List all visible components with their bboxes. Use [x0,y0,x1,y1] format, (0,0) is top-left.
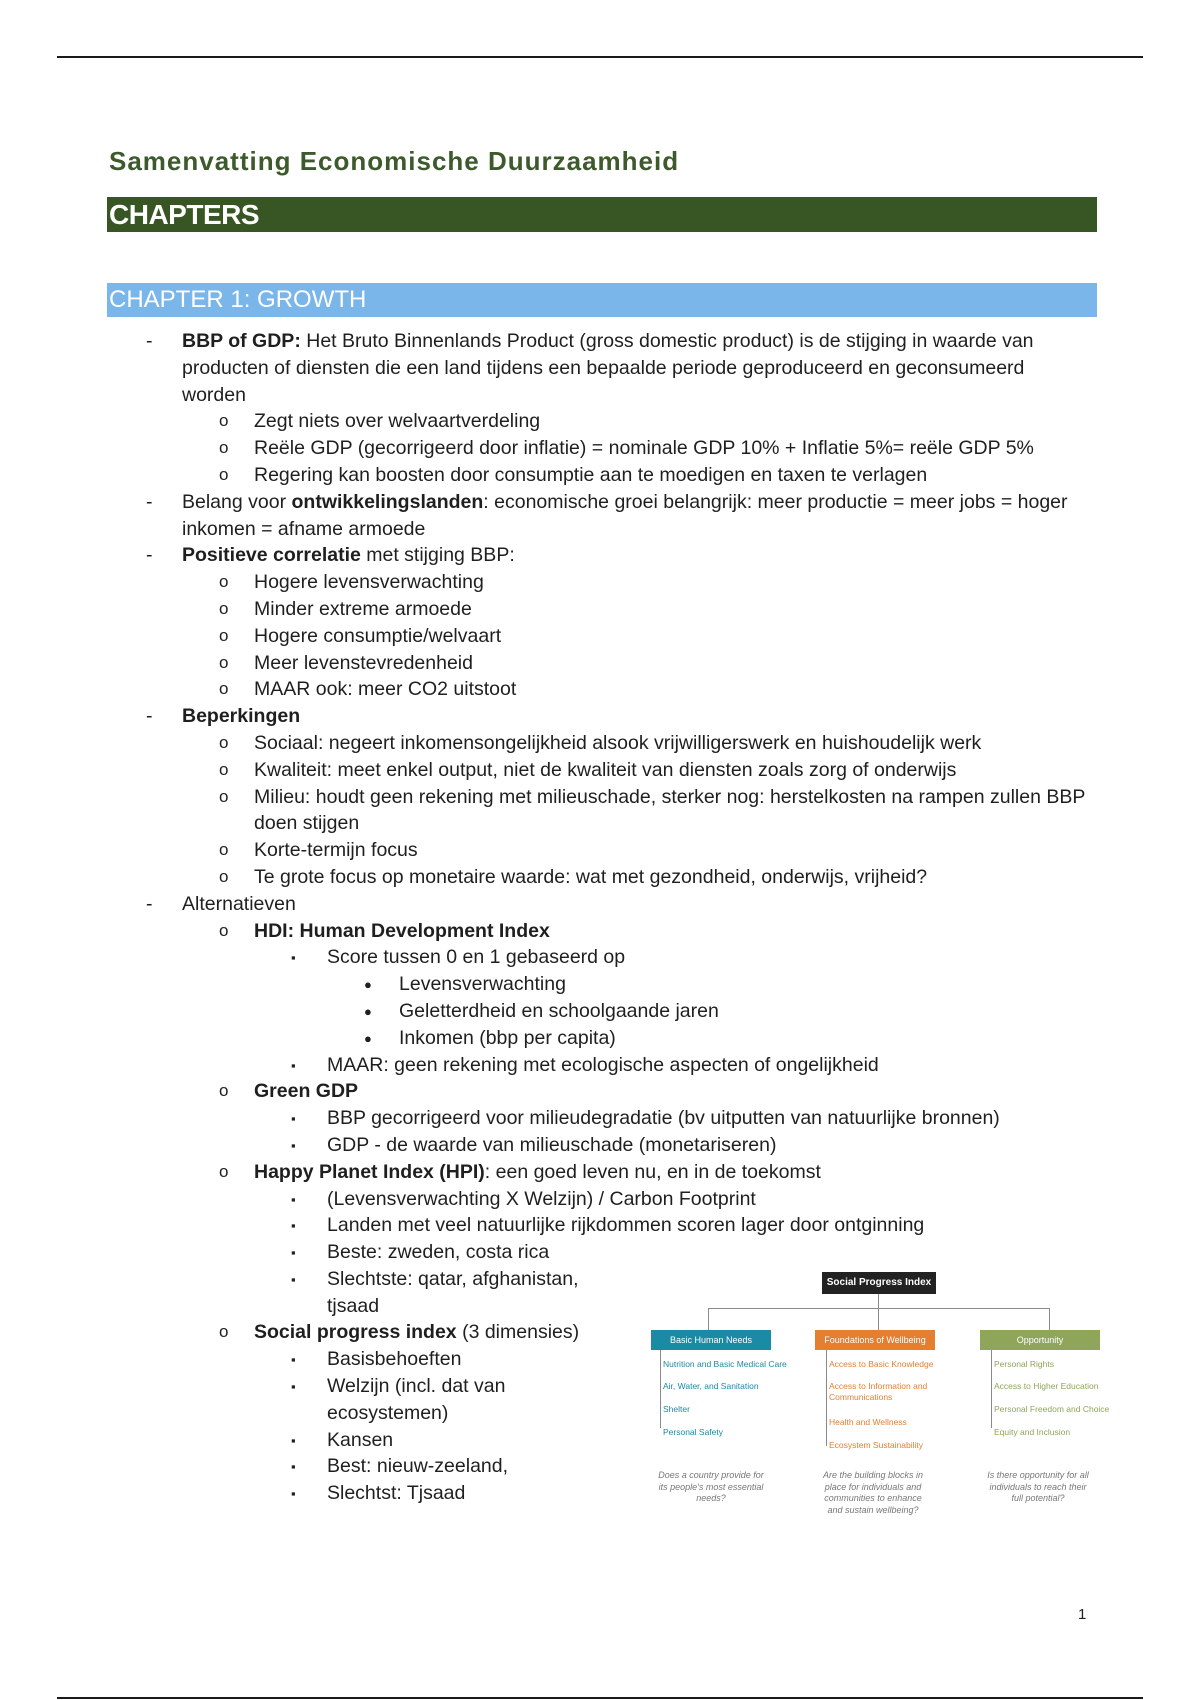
list-item [0,462,1094,489]
list-text: Korte-termijn focus [254,839,418,862]
list-text: : economische groei belangrijk: meer productie = meer jobs = hoger inkomen = afname armoede [182,490,1068,540]
list-text: Landen met veel natuurlijke rijkdommen scoren lager door ontginning [327,1214,925,1237]
square-marker: ▪ [291,1245,296,1261]
list-item [0,757,1094,784]
circle-marker: o [219,679,229,699]
dash-marker: - [146,544,153,567]
circle-marker: o [219,786,229,806]
circle-marker: o [219,572,229,592]
list-item [0,435,1094,462]
list-text: Belang voor [182,490,292,513]
list-text: MAAR ook: meer CO2 uitstoot [254,678,517,701]
list-text: Te grote focus op monetaire waarde: wat met gezondheid, onderwijs, vrijheid? [254,865,928,888]
circle-marker: o [219,866,229,886]
list-text: met stijging BBP: [360,544,515,567]
term-bbp: BBP of GDP: [182,330,301,352]
circle-marker: o [219,464,229,484]
spi-diagram-title: Social Progress Index [822,1272,936,1294]
list-item [0,1346,617,1373]
list-item [0,971,1099,998]
list-text: Welzijn (incl. dat van ecosystemen) [327,1375,506,1424]
list-text: BBP gecorrigeerd voor milieudegradatie (bv uitputten van natuurlijke bronnen) [327,1107,1000,1130]
dash-marker: - [146,330,153,352]
term-correlatie: Positieve correlatie [182,544,361,567]
circle-marker: o [219,1322,229,1342]
dash-marker: - [146,892,153,915]
term-ontwikkelingslanden: ontwikkelingslanden [291,490,484,513]
circle-marker: o [219,625,229,645]
list-item [0,489,1072,543]
list-item [0,784,1094,838]
list-item [0,837,1094,864]
spi-item: Health and Wellness [829,1417,907,1427]
dash-marker: - [146,705,153,728]
list-item [0,891,1072,918]
list-item [0,623,1094,650]
spi-basic-human-needs: Basic Human Needs [651,1330,771,1350]
list-item [0,1159,1094,1186]
list-text: Inkomen (bbp per capita) [399,1026,616,1049]
header-rule [57,56,1143,58]
circle-marker: o [219,840,229,860]
list-text: Meer levenstevredenheid [254,651,473,674]
connector-line [1049,1308,1050,1330]
list-item [0,730,1094,757]
list-item [0,650,1094,677]
spi-item: Equity and Inclusion [994,1427,1071,1437]
list-item [0,1373,617,1427]
list-text: Best: nieuw-zeeland, [327,1455,509,1478]
list-text: Sociaal: negeert inkomensongelijkheid alsook vrijwilligerswerk en huishoudelijk werk [254,731,982,754]
connector-line [708,1308,709,1330]
list-item [0,596,1094,623]
list-item [0,703,1072,730]
bullet-marker: ● [364,1003,372,1019]
square-marker: ▪ [291,950,296,966]
spi-diagram [648,1272,1128,1522]
list-item [0,328,1072,408]
list-item [0,1239,1087,1266]
list-item [0,1132,1087,1159]
spi-item: Shelter [663,1404,690,1414]
bullet-marker: ● [364,1030,372,1046]
list-item [0,1052,1087,1079]
circle-marker: o [219,438,229,458]
spi-question: Are the building blocks in place for individuals and communities to enhance and sustain wellbeing? [822,1470,924,1515]
circle-marker: o [219,920,229,940]
spi-item: Access to Information and Communications [829,1381,928,1402]
square-marker: ▪ [291,1459,296,1475]
term-spi: Social progress index [254,1321,457,1344]
circle-marker: o [219,759,229,779]
bullet-marker: ● [364,977,372,993]
list-item [0,944,1087,971]
circle-marker: o [219,652,229,672]
list-item [0,998,1099,1025]
square-marker: ▪ [291,1191,296,1207]
list-item [0,1480,617,1507]
list-text: MAAR: geen rekening met ecologische aspecten of ongelijkheid [327,1053,879,1076]
page-number: 1 [1078,1606,1087,1623]
circle-marker: o [219,1081,229,1101]
term-hpi: Happy Planet Index (HPI) [254,1160,485,1183]
connector-line [991,1350,992,1428]
square-marker: ▪ [291,1271,296,1287]
bbp-definition: Het Bruto Binnenlands Product (gross domestic product) is de stijging in waarde van producten of diensten die een land tijdens een bepaalde periode geproduceerd en geconsumeerd worden [182,330,1034,406]
circle-marker: o [219,598,229,618]
spi-foundations-of-wellbeing: Foundations of Wellbeing [815,1330,935,1350]
list-text: Slechtste: qatar, afghanistan, tjsaad [327,1267,579,1317]
list-text: Levensverwachting [399,973,566,996]
connector-line [660,1350,661,1428]
term-green-gdp: Green GDP [254,1080,359,1103]
list-item [0,1105,1087,1132]
square-marker: ▪ [291,1379,296,1395]
list-text: Milieu: houdt geen rekening met milieuschade, sterker nog: herstelkosten na rampen zullen BBP doen stijgen [254,785,1086,835]
list-item [0,864,1094,891]
list-text: Kwaliteit: meet enkel output, niet de kwaliteit van diensten zoals zorg of onderwijs [254,758,957,781]
list-item [0,408,1094,435]
spi-item: Access to Higher Education [994,1381,1099,1391]
square-marker: ▪ [291,1218,296,1234]
square-marker: ▪ [291,1137,296,1153]
list-item [0,1212,1087,1239]
list-text: Slechtst: Tjsaad [327,1482,466,1505]
footer-rule [57,1697,1143,1699]
chapter-1-heading: CHAPTER 1: GROWTH [107,283,1097,317]
square-marker: ▪ [291,1111,296,1127]
list-text: Hogere consumptie/welvaart [254,624,502,647]
term-beperkingen: Beperkingen [182,705,301,728]
list-text: Alternatieven [182,892,296,915]
spi-question: Does a country provide for its people's most essential needs? [658,1470,764,1503]
connector-line [878,1308,879,1330]
list-text: GDP - de waarde van milieuschade (monetariseren) [327,1133,777,1156]
list-item [0,676,1094,703]
list-text: Geletterdheid en schoolgaande jaren [399,999,719,1022]
list-text: Zegt niets over welvaartverdeling [254,410,541,433]
list-item [0,1186,1087,1213]
list-text: (3 dimensies) [456,1321,580,1344]
square-marker: ▪ [291,1057,296,1073]
list-text: Hogere levensverwachting [254,571,484,594]
list-text: Beste: zweden, costa rica [327,1241,550,1264]
spi-item: Personal Rights [994,1359,1055,1369]
document-title: Samenvatting Economische Duurzaamheid [109,146,680,176]
circle-marker: o [219,732,229,752]
list-item [0,569,1094,596]
list-text: Minder extreme armoede [254,597,472,620]
circle-marker: o [219,411,229,431]
list-item [0,918,1094,945]
square-marker: ▪ [291,1352,296,1368]
list-text: Reële GDP (gecorrigeerd door inflatie) = nominale GDP 10% + Inflatie 5%= reële GDP 5% [254,437,1034,460]
spi-question: Is there opportunity for all individuals to reach their full potential? [987,1470,1089,1503]
list-text: Basisbehoeften [327,1348,462,1371]
list-item [0,542,1072,569]
connector-line [878,1294,879,1308]
spi-item: Access to Basic Knowledge [829,1359,934,1369]
circle-marker: o [219,1161,229,1181]
list-item [0,1025,1099,1052]
square-marker: ▪ [291,1486,296,1502]
square-marker: ▪ [291,1432,296,1448]
chapters-heading: CHAPTERS [107,197,1097,232]
connector-line [826,1350,827,1446]
list-text: : een goed leven nu, en in de toekomst [484,1160,821,1183]
list-text: Score tussen 0 en 1 gebaseerd op [327,946,626,969]
list-text: (Levensverwachting X Welzijn) / Carbon Footprint [327,1187,756,1210]
list-item [0,1453,617,1480]
spi-item: Nutrition and Basic Medical Care [663,1359,787,1369]
list-item [0,1078,1094,1105]
spi-opportunity: Opportunity [980,1330,1100,1350]
spi-item: Ecosystem Sustainability [829,1440,924,1450]
list-item [0,1266,617,1320]
spi-item: Personal Safety [663,1427,724,1437]
spi-item: Air, Water, and Sanitation [663,1381,759,1391]
list-text: Kansen [327,1428,394,1451]
list-text: Regering kan boosten door consumptie aan te moedigen en taxen te verlagen [254,463,928,486]
list-item [0,1427,617,1454]
term-hdi: HDI: Human Development Index [254,919,550,942]
dash-marker: - [146,490,153,513]
spi-item: Personal Freedom and Choice [994,1404,1110,1414]
